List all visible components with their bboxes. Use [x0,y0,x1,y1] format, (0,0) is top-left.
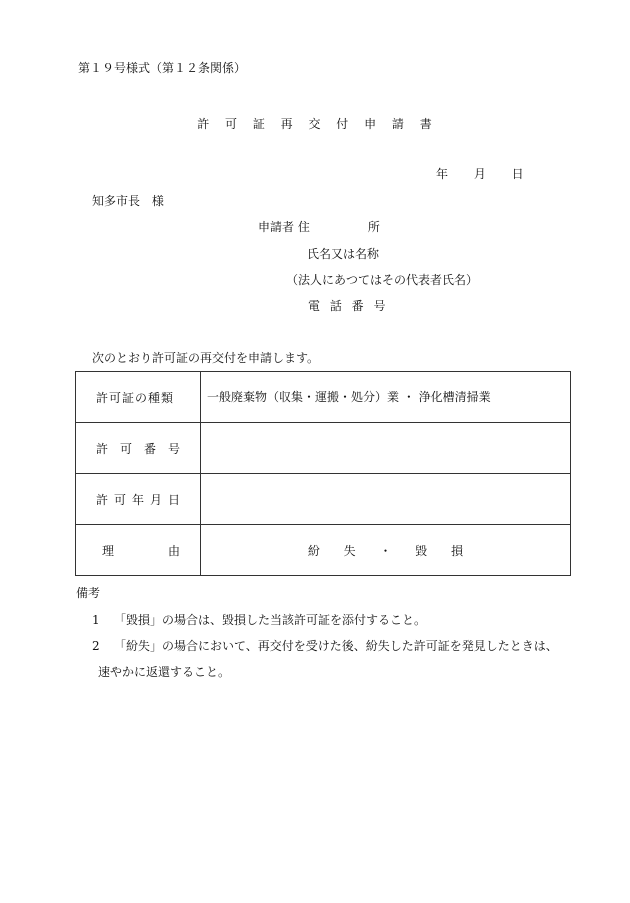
table-row [76,372,571,423]
permit-number-label-char: 許 [96,441,109,456]
note-number: 1 [92,613,100,627]
note-item [92,640,558,652]
permit-number-label-char: 可 [119,441,132,456]
applicant-representative-note: （法人にあつてはその代表者氏名） [286,273,479,287]
reason-label-char: 理 [102,543,115,558]
permit-date-label-char: 月 [149,492,162,507]
permit-date-label-char: 可 [113,492,126,507]
note-text: 「毀損」の場合は、毀損した当該許可証を添付すること。 [114,613,427,627]
row-label-permit-number [76,423,201,474]
applicant-address-label-end: 所 [367,220,380,234]
applicant-phone-label: 電 話 番 号 [308,299,386,313]
date-line: 年 月 日 [436,167,524,181]
permit-date-label-char: 日 [167,492,180,507]
permit-number-label [76,440,200,457]
intro-text: 次のとおり許可証の再交付を申請します。 [92,351,320,365]
row-label-permit-date [76,474,201,525]
table-row [76,474,571,525]
table-row [76,423,571,474]
note-text: 「紛失」の場合において、再交付を受けた後、紛失した許可証を発見したときは、 [114,639,558,653]
permit-number-value[interactable] [201,423,571,474]
row-label-reason [76,525,201,576]
note-continuation: 速やかに返還すること。 [98,665,231,679]
permit-number-label-char: 番 [143,441,156,456]
permit-date-label-char: 年 [131,492,144,507]
reason-label-char: 由 [167,543,180,558]
permit-date-label [76,491,200,508]
reason-label [76,542,200,559]
permit-date-label-char: 許 [96,492,109,507]
notes-heading: 備考 [76,586,101,600]
permit-number-label-char: 号 [167,441,180,456]
applicant-name-label: 氏名又は名称 [307,247,380,261]
table-row [76,525,571,576]
addressee: 知多市長 様 [92,194,164,208]
permit-type-label: 許可証の種類 [96,390,175,405]
applicant-address-label [258,221,380,233]
applicant-address-label-start: 申請者 住 [258,220,310,234]
permit-type-value: 一般廃棄物（収集・運搬・処分）業 ・ 浄化槽清掃業 [201,372,571,423]
form-number: 第１９号様式（第１２条関係） [78,61,247,75]
note-number: 2 [92,639,100,653]
document-title: 許 可 証 再 交 付 申 請 書 [197,117,433,131]
application-table [75,371,571,576]
permit-date-value[interactable] [201,474,571,525]
row-label-permit-type [76,372,201,423]
note-item [92,614,426,626]
reason-value: 紛 失 ・ 毀 損 [201,525,571,576]
